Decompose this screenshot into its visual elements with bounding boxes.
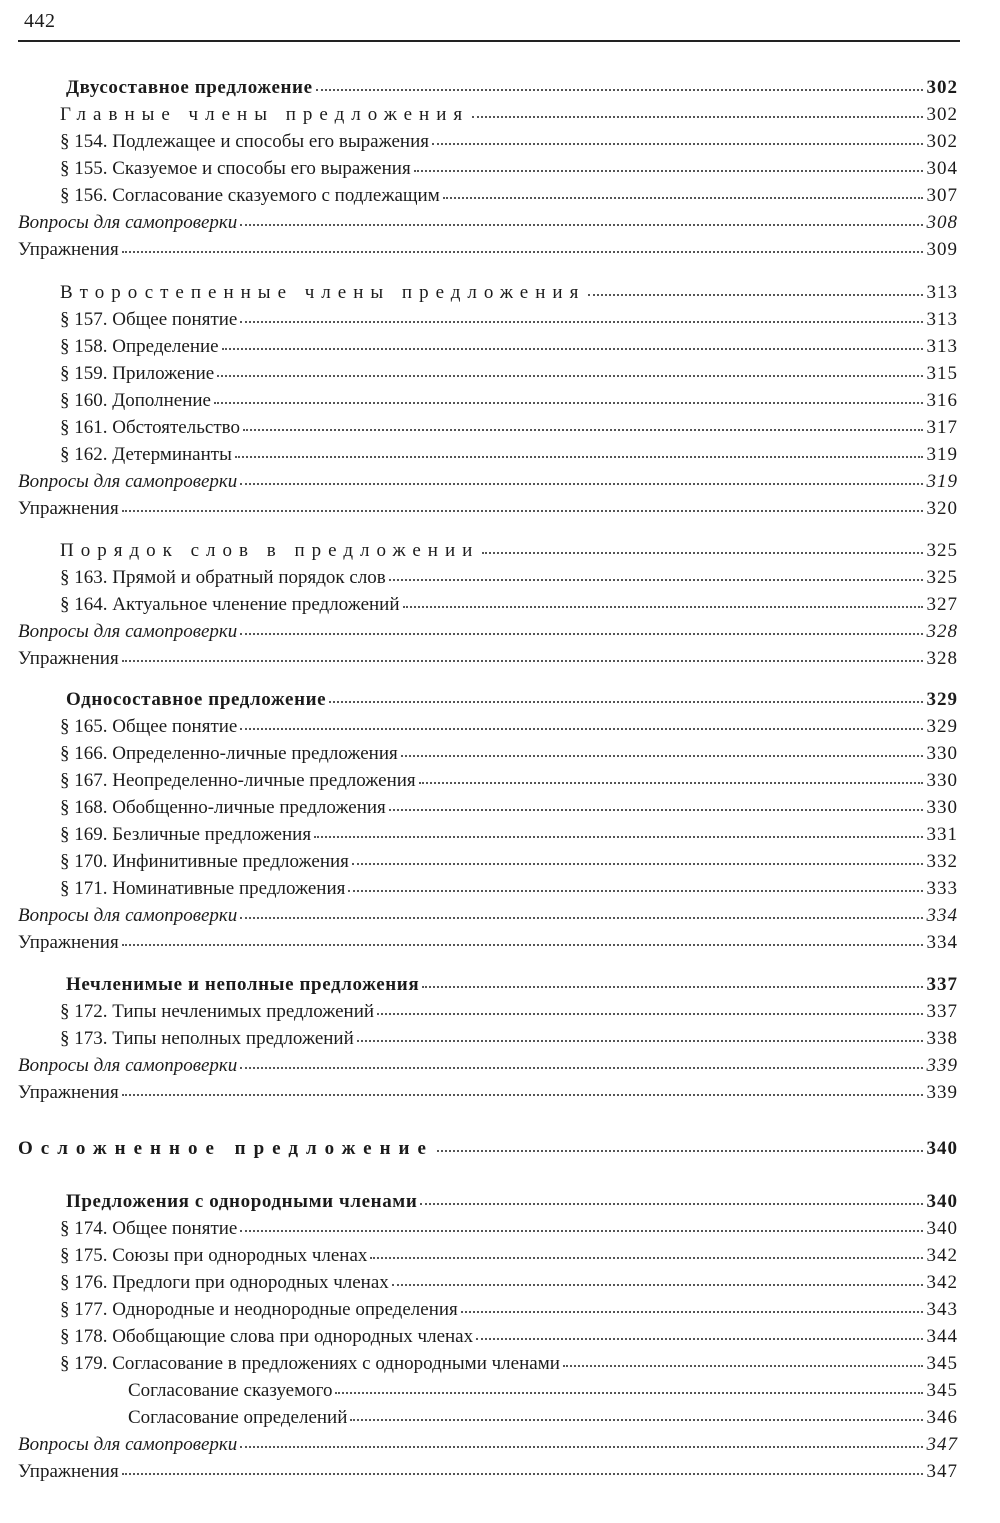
toc-entry xyxy=(18,209,958,237)
toc-entry xyxy=(18,333,958,361)
dot-leader xyxy=(222,347,923,350)
toc-entry-page: 337 xyxy=(926,974,958,995)
toc-entry-page: 334 xyxy=(926,932,958,953)
dot-leader xyxy=(588,293,922,296)
dot-leader xyxy=(419,781,923,784)
toc-entry xyxy=(18,128,958,156)
toc-entry-page: 347 xyxy=(926,1461,958,1482)
toc-entry-title: Согласование сказуемого xyxy=(128,1380,333,1401)
dot-leader xyxy=(240,1066,922,1069)
toc-entry-page: 331 xyxy=(926,824,958,845)
toc-entry xyxy=(18,1079,958,1107)
toc-entry xyxy=(18,1323,958,1351)
toc-entry-page: 329 xyxy=(926,689,958,710)
toc-entry-page: 332 xyxy=(926,851,958,872)
toc-entry-title: Осложненное предложение xyxy=(18,1138,434,1159)
toc-entry xyxy=(18,1431,958,1459)
toc-entry-page: 302 xyxy=(926,104,958,125)
toc-entry-title: § 163. Прямой и обратный порядок слов xyxy=(60,567,386,588)
toc-entry-title: Предложения с однородными членами xyxy=(66,1191,418,1212)
toc-entry xyxy=(18,1135,958,1163)
dot-leader xyxy=(476,1337,922,1340)
toc-entry-page: 342 xyxy=(926,1272,958,1293)
toc-entry-title: Порядок слов в предложении xyxy=(60,540,480,561)
toc-entry-title: § 179. Согласование в предложениях с однородными членами xyxy=(60,1353,560,1374)
toc-entry-title: § 169. Безличные предложения xyxy=(60,824,312,845)
dot-leader xyxy=(243,428,923,431)
toc-entry xyxy=(18,468,958,496)
toc-entry xyxy=(18,1269,958,1297)
toc-entry-title: § 168. Обобщенно-личные предложения xyxy=(60,797,386,818)
toc-entry-page: 340 xyxy=(926,1191,958,1212)
toc-entry-title: Односоставное предложение xyxy=(66,689,327,710)
toc-entry-title: § 156. Согласование сказуемого с подлежащим xyxy=(60,185,440,206)
toc-entry-page: 346 xyxy=(926,1407,958,1428)
toc-entry-title: § 162. Детерминанты xyxy=(60,444,232,465)
toc-entry-page: 313 xyxy=(926,309,958,330)
dot-leader xyxy=(482,551,922,554)
toc-entry-page: 319 xyxy=(926,471,958,492)
toc-entry xyxy=(18,875,958,903)
toc-entry-title: Двусоставное предложение xyxy=(66,77,313,98)
dot-leader xyxy=(316,88,923,91)
toc-entry-title: Нечленимые и неполные предложения xyxy=(66,974,420,995)
toc-entry-page: 334 xyxy=(926,905,958,926)
toc-entry xyxy=(18,495,958,523)
dot-leader xyxy=(392,1283,923,1286)
toc-entry-title: § 160. Дополнение xyxy=(60,390,211,411)
toc-entry xyxy=(18,767,958,795)
dot-leader xyxy=(472,115,922,118)
dot-leader xyxy=(240,223,922,226)
toc-entry xyxy=(18,441,958,469)
toc-entry-title: Упражнения xyxy=(18,1082,119,1103)
toc-entry-page: 327 xyxy=(926,594,958,615)
toc-entry-title: § 173. Типы неполных предложений xyxy=(60,1028,354,1049)
toc-entry-title: § 157. Общее понятие xyxy=(60,309,238,330)
dot-leader xyxy=(401,754,923,757)
dot-leader xyxy=(214,401,923,404)
toc-entry-title: § 158. Определение xyxy=(60,336,219,357)
toc-entry xyxy=(18,794,958,822)
toc-entry-title: Согласование определений xyxy=(128,1407,348,1428)
toc-entry-title: § 177. Однородные и неоднородные определения xyxy=(60,1299,458,1320)
toc-entry xyxy=(18,848,958,876)
toc-entry xyxy=(18,1350,958,1378)
dot-leader xyxy=(122,250,923,253)
toc-entry xyxy=(18,74,958,102)
toc-entry-title: § 159. Приложение xyxy=(60,363,215,384)
dot-leader xyxy=(314,835,922,838)
toc-entry xyxy=(18,618,958,646)
toc-entry-page: 343 xyxy=(926,1299,958,1320)
dot-leader xyxy=(461,1310,923,1313)
toc-entry-page: 316 xyxy=(926,390,958,411)
toc-entry-page: 328 xyxy=(926,621,958,642)
dot-leader xyxy=(122,509,923,512)
toc-entry xyxy=(18,740,958,768)
toc-entry xyxy=(18,1025,958,1053)
toc-entry xyxy=(18,1458,958,1486)
toc-entry xyxy=(18,1242,958,1270)
toc-entry-page: 345 xyxy=(926,1380,958,1401)
toc-entry-title: Вопросы для самопроверки xyxy=(18,1434,238,1455)
dot-leader xyxy=(122,659,923,662)
toc-entry-title: § 176. Предлоги при однородных членах xyxy=(60,1272,389,1293)
toc-entry-title: § 154. Подлежащее и способы его выражения xyxy=(60,131,429,152)
toc-entry-page: 347 xyxy=(926,1434,958,1455)
toc-entry xyxy=(18,821,958,849)
dot-leader xyxy=(563,1364,923,1367)
toc-entry-title: § 167. Неопределенно-личные предложения xyxy=(60,770,416,791)
toc-entry xyxy=(18,902,958,930)
toc-entry-page: 337 xyxy=(926,1001,958,1022)
toc-entry-page: 313 xyxy=(926,336,958,357)
toc-entry xyxy=(18,279,958,307)
dot-leader xyxy=(443,196,923,199)
toc-entry-title: Главные члены предложения xyxy=(60,104,470,125)
toc-entry xyxy=(18,713,958,741)
toc-entry-page: 329 xyxy=(926,716,958,737)
toc-entry xyxy=(18,414,958,442)
toc-entry xyxy=(18,155,958,183)
toc-entry-page: 340 xyxy=(926,1218,958,1239)
dot-leader xyxy=(420,1202,922,1205)
toc-entry xyxy=(18,971,958,999)
toc-entry-page: 309 xyxy=(926,239,958,260)
toc-entry-page: 330 xyxy=(926,797,958,818)
dot-leader xyxy=(370,1256,922,1259)
toc-entry-page: 333 xyxy=(926,878,958,899)
toc-entry-page: 307 xyxy=(926,185,958,206)
toc-entry-page: 339 xyxy=(926,1082,958,1103)
toc-entry-page: 325 xyxy=(926,540,958,561)
toc-entry-title: § 172. Типы нечленимых предложений xyxy=(60,1001,375,1022)
toc-entry xyxy=(18,306,958,334)
toc-entry-title: Упражнения xyxy=(18,498,119,519)
dot-leader xyxy=(240,1229,922,1232)
toc-entry xyxy=(18,1377,958,1405)
dot-leader xyxy=(432,142,923,145)
dot-leader xyxy=(122,1093,923,1096)
toc-entry-page: 328 xyxy=(926,648,958,669)
toc-entry xyxy=(18,236,958,264)
toc-entry-page: 308 xyxy=(926,212,958,233)
toc-entry xyxy=(18,564,958,592)
toc-entry-title: Вопросы для самопроверки xyxy=(18,621,238,642)
dot-leader xyxy=(122,1472,923,1475)
toc-entry-page: 345 xyxy=(926,1353,958,1374)
toc-entry-title: § 164. Актуальное членение предложений xyxy=(60,594,400,615)
toc-entry-title: Упражнения xyxy=(18,648,119,669)
toc-entry-title: § 161. Обстоятельство xyxy=(60,417,240,438)
toc-entry-title: Вопросы для самопроверки xyxy=(18,212,238,233)
toc-entry-page: 344 xyxy=(926,1326,958,1347)
toc-entry-page: 317 xyxy=(926,417,958,438)
toc-entry-title: Вопросы для самопроверки xyxy=(18,1055,238,1076)
dot-leader xyxy=(357,1039,923,1042)
dot-leader xyxy=(350,1418,922,1421)
dot-leader xyxy=(389,808,923,811)
toc-entry xyxy=(18,591,958,619)
toc-entry-page: 315 xyxy=(926,363,958,384)
dot-leader xyxy=(329,700,922,703)
toc-entry-title: § 165. Общее понятие xyxy=(60,716,238,737)
page-number: 442 xyxy=(24,10,56,32)
toc-entry xyxy=(18,1215,958,1243)
toc-entry xyxy=(18,686,958,714)
toc-entry xyxy=(18,360,958,388)
dot-leader xyxy=(352,862,923,865)
toc-entry-title: Вопросы для самопроверки xyxy=(18,471,238,492)
dot-leader xyxy=(217,374,922,377)
toc-entry-page: 319 xyxy=(926,444,958,465)
toc-entry-title: § 178. Обобщающие слова при однородных членах xyxy=(60,1326,474,1347)
dot-leader xyxy=(240,320,922,323)
toc-entry-page: 325 xyxy=(926,567,958,588)
toc-entry xyxy=(18,929,958,957)
dot-leader xyxy=(348,889,922,892)
toc-entry xyxy=(18,1404,958,1432)
toc-entry-title: § 170. Инфинитивные предложения xyxy=(60,851,349,872)
toc-entry xyxy=(18,537,958,565)
toc-entry-title: § 174. Общее понятие xyxy=(60,1218,238,1239)
toc-entry-page: 313 xyxy=(926,282,958,303)
toc-entry-title: Упражнения xyxy=(18,239,119,260)
toc-entry xyxy=(18,101,958,129)
dot-leader xyxy=(437,1149,923,1152)
toc-entry-page: 302 xyxy=(926,77,958,98)
toc-entry-title: § 155. Сказуемое и способы его выражения xyxy=(60,158,411,179)
toc-entry xyxy=(18,387,958,415)
toc-entry-page: 342 xyxy=(926,1245,958,1266)
toc-entry-title: § 175. Союзы при однородных членах xyxy=(60,1245,368,1266)
toc-entry-page: 304 xyxy=(926,158,958,179)
toc-entry xyxy=(18,1188,958,1216)
toc-entry xyxy=(18,645,958,673)
dot-leader xyxy=(403,605,923,608)
toc-entry-page: 340 xyxy=(926,1138,958,1159)
toc-entry-title: Вопросы для самопроверки xyxy=(18,905,238,926)
toc-entry-title: § 166. Определенно-личные предложения xyxy=(60,743,398,764)
dot-leader xyxy=(414,169,923,172)
toc-entry-title: Упражнения xyxy=(18,1461,119,1482)
dot-leader xyxy=(335,1391,922,1394)
dot-leader xyxy=(389,578,923,581)
dot-leader xyxy=(240,632,922,635)
toc-entry-page: 338 xyxy=(926,1028,958,1049)
toc-entry-page: 320 xyxy=(926,498,958,519)
dot-leader xyxy=(422,985,922,988)
dot-leader xyxy=(122,943,923,946)
dot-leader xyxy=(240,916,922,919)
toc-entry-title: § 171. Номинативные предложения xyxy=(60,878,346,899)
toc-entry xyxy=(18,1052,958,1080)
toc-entry xyxy=(18,182,958,210)
toc-entry xyxy=(18,998,958,1026)
toc-entry-page: 330 xyxy=(926,770,958,791)
toc-entry xyxy=(18,1296,958,1324)
dot-leader xyxy=(240,727,922,730)
dot-leader xyxy=(240,1445,922,1448)
dot-leader xyxy=(235,455,923,458)
toc-entry-title: Второстепенные члены предложения xyxy=(60,282,586,303)
toc-entry-page: 339 xyxy=(926,1055,958,1076)
dot-leader xyxy=(240,482,922,485)
toc-entry-title: Упражнения xyxy=(18,932,119,953)
toc-entry-page: 330 xyxy=(926,743,958,764)
toc-entry-page: 302 xyxy=(926,131,958,152)
dot-leader xyxy=(377,1012,922,1015)
